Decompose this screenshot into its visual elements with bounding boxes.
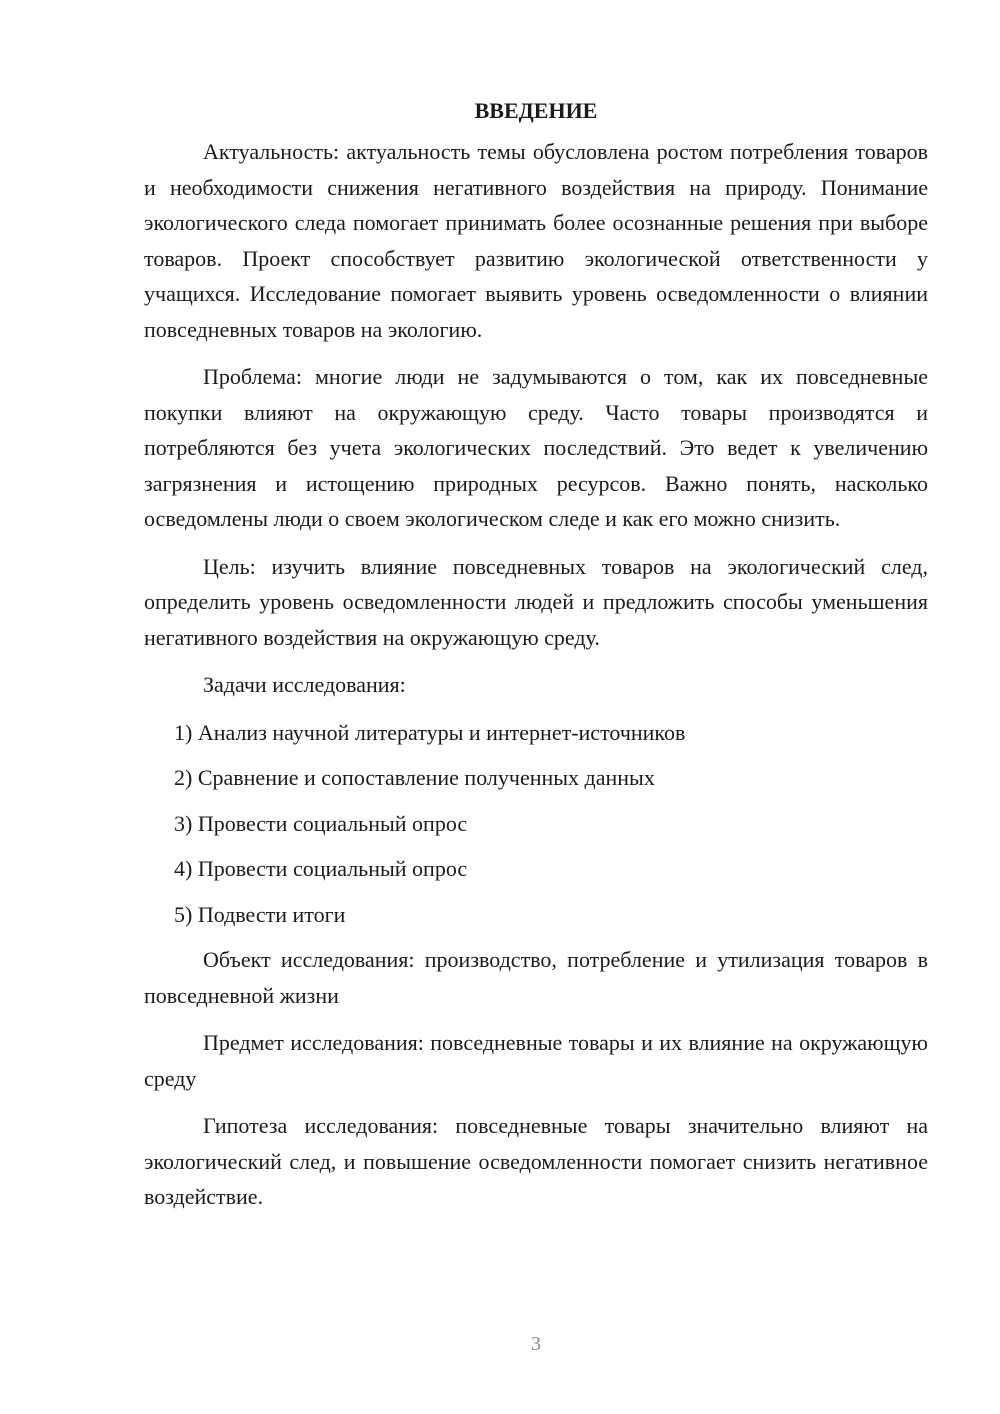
page-number: 3 xyxy=(531,1333,541,1355)
paragraph-hypothesis: Гипотеза исследования: повседневные товары значительно влияют на экологический след, и повышение осведомленности помогает снизить негативное воздействие. xyxy=(144,1113,928,1209)
paragraph-object: Объект исследования: производство, потребление и утилизация товаров в повседневной жизни xyxy=(144,947,928,1008)
list-item: 1) Анализ научной литературы и интернет-источников xyxy=(174,719,686,745)
paragraph-problem: Проблема: многие люди не задумываются о том, как их повседневные покупки влияют на окружающую среду. Часто товары производятся и потребляются без учета экологических последствий. Это ведет к увеличению загрязнения и истощению природных ресурсов. Важно понять, насколько осведомлены люди о своем экологическом следе и как его можно снизить. xyxy=(144,364,928,531)
list-item: 5) Подвести итоги xyxy=(174,901,346,927)
paragraph-goal: Цель: изучить влияние повседневных товаров на экологический след, определить уровень осведомленности людей и предложить способы уменьшения негативного воздействия на окружающую среду. xyxy=(144,553,928,650)
page-title: ВВЕДЕНИЕ xyxy=(474,98,598,123)
page-content xyxy=(144,94,928,1227)
paragraph-subject: Предмет исследования: повседневные товары и их влияние на окружающую среду xyxy=(144,1030,928,1091)
paragraph-relevance: Актуальность: актуальность темы обусловлена ростом потребления товаров и необходимости снижения негативного воздействия на природу. Понимание экологического следа помогает принимать более осознанные решения при выборе товаров. Проект способствует развитию экологической ответственности у учащихся. Исследование помогает выявить уровень осведомленности о влиянии повседневных товаров на экологию. xyxy=(144,139,928,342)
tasks-list xyxy=(144,715,928,933)
tasks-heading: Задачи исследования: xyxy=(203,672,406,697)
list-item: 3) Провести социальный опрос xyxy=(174,810,468,836)
list-item: 2) Сравнение и сопоставление полученных данных xyxy=(174,765,655,790)
list-item: 4) Провести социальный опрос xyxy=(174,856,468,881)
